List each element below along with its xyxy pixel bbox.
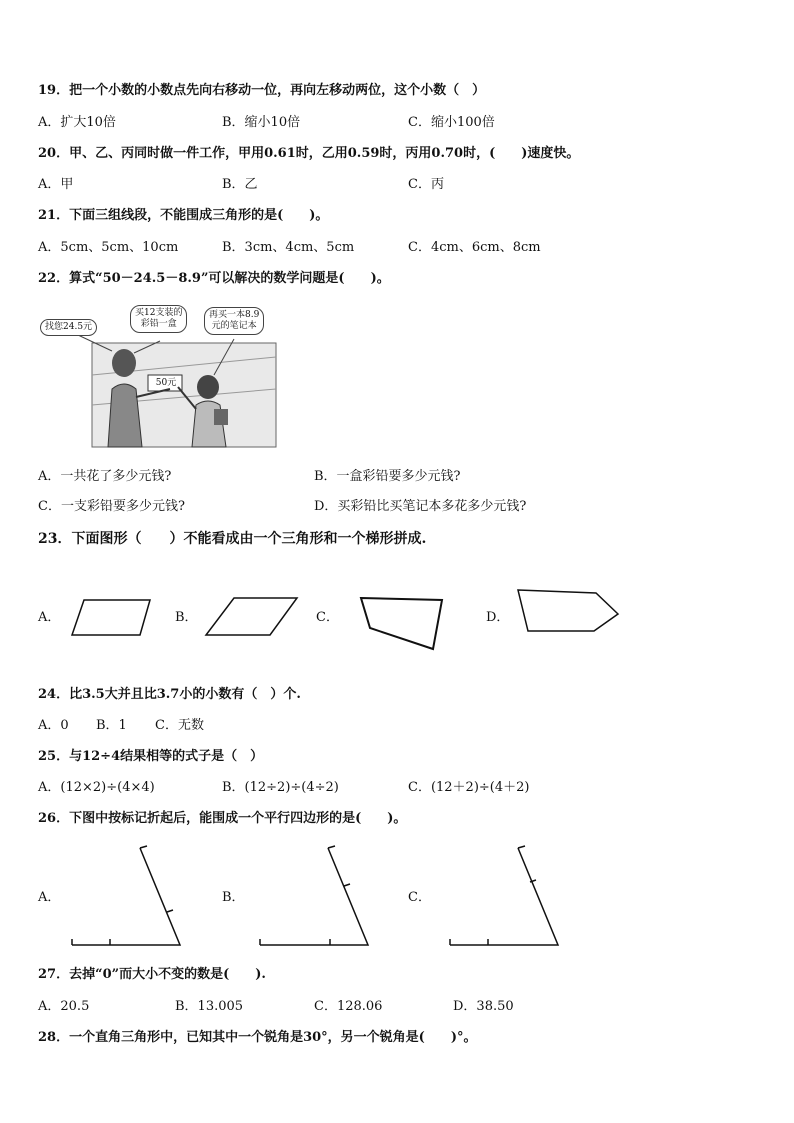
q22-option-c[interactable]: C．一支彩铅要多少元钱? bbox=[38, 499, 185, 514]
q27-option-b[interactable]: B．13.005 bbox=[175, 999, 244, 1014]
q23-shape-a-parallelogram bbox=[70, 598, 152, 638]
q25-option-a[interactable]: A．(12×2)÷(4×4) bbox=[38, 780, 155, 795]
speech-bubble-pencils: 买12支装的 彩铅一盒 bbox=[130, 305, 187, 333]
q23-option-a[interactable]: A． bbox=[38, 610, 61, 625]
q27-option-d[interactable]: D．38.50 bbox=[453, 999, 514, 1014]
q23-option-c[interactable]: C． bbox=[316, 610, 339, 625]
q27-option-c[interactable]: C．128.06 bbox=[314, 999, 383, 1014]
question-24: 24．比3.5大并且比3.7小的小数有（ ）个. bbox=[38, 687, 301, 702]
q22-option-d[interactable]: D．买彩铅比买笔记本多花多少元钱? bbox=[314, 499, 527, 514]
question-27: 27．去掉“0”而大小不变的数是( ). bbox=[38, 967, 266, 982]
q25-option-b[interactable]: B．(12÷2)÷(4÷2) bbox=[222, 780, 339, 795]
q19-option-c[interactable]: C．缩小100倍 bbox=[408, 115, 495, 130]
q19-option-b[interactable]: B．缩小10倍 bbox=[222, 115, 301, 130]
q24-option-c[interactable]: C．无数 bbox=[155, 718, 204, 733]
q26-option-a[interactable]: A． bbox=[38, 890, 61, 905]
q19-option-a[interactable]: A．扩大10倍 bbox=[38, 115, 116, 130]
q23-shape-b-parallelogram bbox=[204, 596, 299, 638]
q26-option-c[interactable]: C． bbox=[408, 890, 431, 905]
question-26: 26．下图中按标记折起后，能围成一个平行四边形的是( )。 bbox=[38, 811, 407, 826]
q26-fold-figure-a bbox=[70, 844, 184, 948]
q23-shape-d-pentagon bbox=[514, 587, 620, 635]
q20-option-a[interactable]: A．甲 bbox=[38, 177, 74, 192]
question-25: 25．与12÷4结果相等的式子是（ ） bbox=[38, 749, 264, 764]
q20-option-b[interactable]: B．乙 bbox=[222, 177, 258, 192]
q21-option-b[interactable]: B．3cm、4cm、5cm bbox=[222, 240, 355, 255]
q24-option-b[interactable]: B．1 bbox=[96, 718, 127, 733]
q26-fold-figure-c bbox=[448, 844, 562, 948]
q23-option-b[interactable]: B． bbox=[175, 610, 198, 625]
q26-option-b[interactable]: B． bbox=[222, 890, 245, 905]
q21-option-a[interactable]: A．5cm、5cm、10cm bbox=[38, 240, 179, 255]
q27-option-a[interactable]: A．20.5 bbox=[38, 999, 90, 1014]
q23-option-d[interactable]: D． bbox=[486, 610, 510, 625]
question-23: 23．下面图形（ ）不能看成由一个三角形和一个梯形拼成. bbox=[38, 531, 427, 547]
question-21: 21．下面三组线段，不能围成三角形的是( )。 bbox=[38, 208, 329, 223]
question-20: 20．甲、乙、丙同时做一件工作，甲用0.61时，乙用0.59时，丙用0.70时，( )速度快。 bbox=[38, 146, 580, 161]
q24-option-a[interactable]: A．0 bbox=[38, 718, 69, 733]
q26-fold-figure-b bbox=[258, 844, 372, 948]
price-sign: 50元 bbox=[155, 378, 177, 388]
question-22: 22．算式“50－24.5－8.9”可以解决的数学问题是( )。 bbox=[38, 271, 390, 286]
q22-option-b[interactable]: B．一盒彩铅要多少元钱? bbox=[314, 469, 461, 484]
q25-option-c[interactable]: C．(12＋2)÷(4＋2) bbox=[408, 780, 530, 795]
speech-bubble-notebook: 再买一本8.9 元的笔记本 bbox=[204, 307, 264, 335]
speech-bubble-change: 找您24.5元 bbox=[40, 319, 97, 336]
q22-option-a[interactable]: A．一共花了多少元钱? bbox=[38, 469, 172, 484]
q23-shape-c-quadrilateral bbox=[358, 594, 446, 652]
q21-option-c[interactable]: C．4cm、6cm、8cm bbox=[408, 240, 541, 255]
question-19: 19．把一个小数的小数点先向右移动一位，再向左移动两位，这个小数（ ） bbox=[38, 83, 486, 98]
question-28: 28．一个直角三角形中，已知其中一个锐角是30°，另一个锐角是( )°。 bbox=[38, 1030, 477, 1045]
q20-option-c[interactable]: C．丙 bbox=[408, 177, 444, 192]
shopping-illustration bbox=[38, 305, 280, 448]
